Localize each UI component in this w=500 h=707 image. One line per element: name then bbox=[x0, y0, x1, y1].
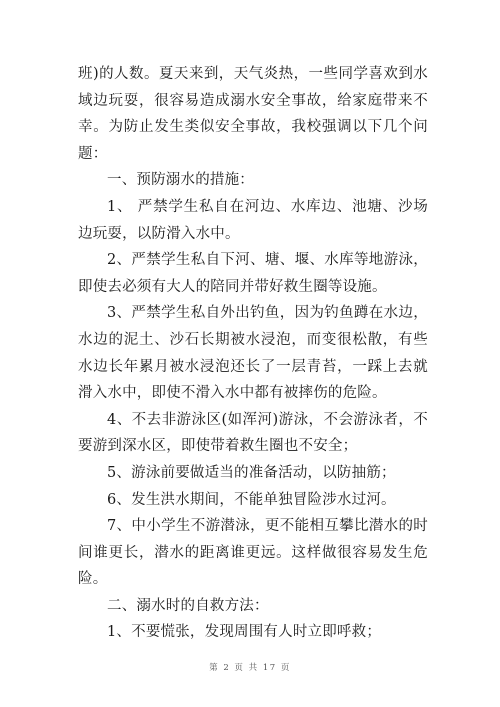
prevention-item-5: 5、游泳前要做适当的准备活动，以防抽筋； bbox=[107, 464, 396, 481]
section-heading-self-rescue: 二、溺水时的自救方法： bbox=[107, 597, 269, 614]
page-number-footer: 第 2 页 共 17 页 bbox=[209, 663, 291, 673]
prevention-item-4: 4、不去非游泳区(如浑河)游泳，不会游泳者，不要游到深水区，即使带着救生圈也不安全； bbox=[78, 411, 428, 455]
prevention-item-3: 3、严禁学生私自外出钓鱼，因为钓鱼蹲在水边，水边的泥土、沙石长期被水浸泡，而变很松散，有些水边长年累月被水浸泡还长了一层青苔，一踩上去就滑入水中，即使不滑入水中都有被摔伤的危险。 bbox=[78, 305, 428, 402]
prevention-item-2: 2、严禁学生私自下河、塘、堰、水库等地游泳，即使去必须有大人的陪同并带好救生圈等设施。 bbox=[78, 252, 428, 295]
prevention-item-1: 1、 严禁学生私自在河边、水库边、池塘、沙场边玩耍，以防滑入水中。 bbox=[78, 198, 428, 242]
prevention-item-7: 7、中小学生不游潜泳，更不能相互攀比潜水的时间谁更长，潜水的距离谁更远。这样做很容易发生危险。 bbox=[78, 518, 428, 588]
self-rescue-item-1: 1、不要慌张，发现周围有人时立即呼救； bbox=[107, 624, 382, 641]
prevention-item-6: 6、发生洪水期间，不能单独冒险涉水过河。 bbox=[107, 491, 396, 508]
section-heading-prevention: 一、预防溺水的措施： bbox=[107, 172, 254, 189]
paragraph-continuation: 班)的人数。夏天来到，天气炎热，一些同学喜欢到水域边玩耍，很容易造成溺水安全事故，给家庭带来不幸。为防止发生类似安全事故，我校强调以下几个问题： bbox=[78, 66, 428, 162]
document-body bbox=[78, 61, 428, 646]
